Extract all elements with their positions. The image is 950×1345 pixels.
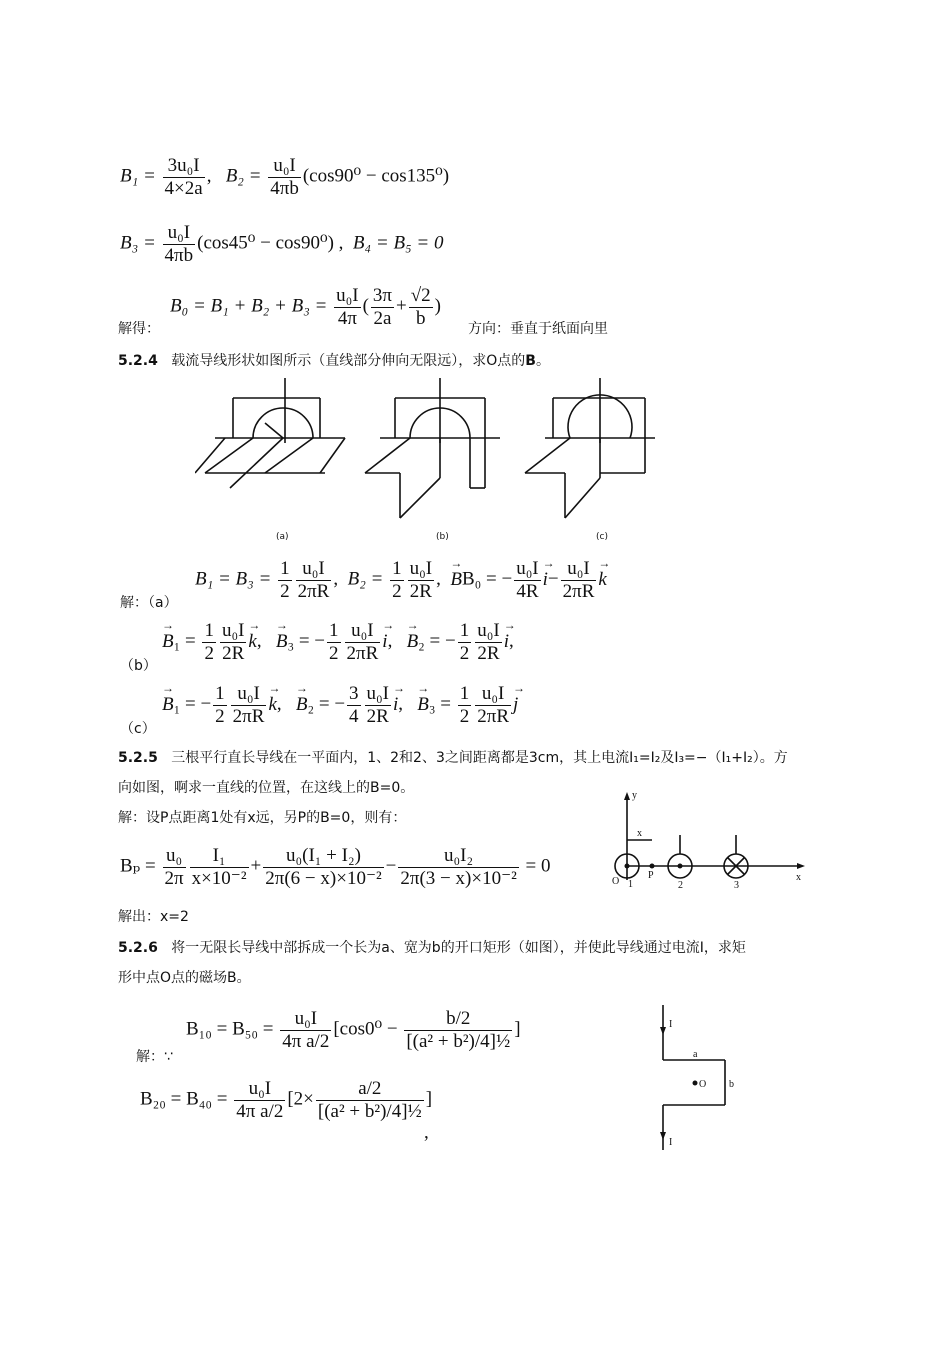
figure-a-drawing bbox=[195, 378, 345, 488]
solution-label: 解得： bbox=[118, 321, 160, 337]
solution-a-label: 解：（a） bbox=[120, 595, 178, 611]
svg-text:1: 1 bbox=[628, 879, 633, 890]
svg-text:O: O bbox=[699, 1079, 707, 1090]
equation-b10-b50: B₁₀ = B₅₀ = $\frac{\text{u₀I}}{\text{4π a/2}}$ [cos0⁰ − $\frac{b/2}{\text{[(a² + b²)/4]½}}$ ] bbox=[186, 1008, 521, 1052]
comma: , bbox=[424, 1122, 429, 1143]
svg-text:P: P bbox=[648, 870, 654, 881]
figure-b-drawing bbox=[365, 378, 500, 518]
equation-b20-b40: B₂₀ = B₄₀ = $\frac{\text{u₀I}}{\text{4π a/2}}$ [2× $\frac{a/2}{\text{[(a² + b²)/4]½}}$ ] bbox=[140, 1078, 433, 1122]
svg-text:2: 2 bbox=[678, 880, 683, 890]
answer-5-2-5: 解出：x=2 bbox=[118, 909, 189, 925]
problem-5-2-4: 5.2.4 载流导线形状如图所示（直线部分伸向无限远），求O点的B。 bbox=[118, 353, 550, 369]
equation-c: → B₁ = − $\frac{1}{2}$ $\frac{\text{u₀I}}{2\pi R}$ → k, → B₂ = − $\frac{3}{4}$ $\frac{\text{u₀I}}{2R}$ → i, → B₃ = $\frac{1}{2}$ $\frac{\text{u₀I}}{2\pi R}$ → j bbox=[162, 683, 518, 728]
caption-c: (c) bbox=[596, 532, 608, 542]
svg-text:a: a bbox=[693, 1049, 698, 1060]
figure-5-2-6 bbox=[645, 1005, 745, 1155]
direction-note: 方向：垂直于纸面向里 bbox=[468, 321, 608, 337]
svg-text:I: I bbox=[669, 1019, 673, 1030]
caption-a: (a) bbox=[276, 532, 289, 542]
solution-5-2-6-label: 解：∵ bbox=[136, 1049, 173, 1065]
problem-5-2-5: 5.2.5 三根平行直长导线在一平面内，1、2和2、3之间距离都是3cm，其上电流I₁=I₂及I₃=−（I₁+I₂）。方 向如图，啊求一直线的位置，在这线上的B=0。 解：设P点距离1处有x远，另P的B=0，则有： bbox=[118, 750, 788, 826]
equation-b: → B₁ = $\frac{1}{2}$ $\frac{\text{u₀I}}{2R}$ → k, → B₃ = − $\frac{1}{2}$ $\frac{\text{u₀I}}{2\pi R}$ → i, → B₂ = − $\frac{1}{2}$ $\frac{\text{u₀I}}{2R}$ → i, bbox=[162, 620, 514, 665]
svg-text:x: x bbox=[637, 828, 642, 839]
equation-a: B₁ = B₃ = $\frac{1}{2}$ $\frac{\text{u₀I}}{2\pi R}$ , B₂ = $\frac{1}{2}$ $\frac{\text{u₀I}}{2R}$ , → BB₀ = − $\frac{\text{u₀I}}{4R}$ → i− $\frac{\text{u₀I}}{2\pi R}$ → k bbox=[195, 558, 607, 603]
equation-b0: B₀ = B₁ + B₂ + B₃ = $\frac{\text{u₀I}}{4\pi}$ ( $\frac{3\pi}{2a}$ + $\frac{√2}{b}$ ) bbox=[170, 285, 441, 329]
solution-b-label: （b） bbox=[120, 658, 157, 674]
svg-text:y: y bbox=[632, 790, 637, 801]
caption-b: (b) bbox=[436, 532, 449, 542]
svg-text:x: x bbox=[796, 872, 801, 883]
svg-text:I: I bbox=[669, 1137, 673, 1148]
equation-b1-b2: B₁ = $\frac{\text{3u₀I}}{4\times 2a}$ , B₂ = $\frac{\text{u₀I}}{4\pi b}$ (cos90⁰ − cos135⁰) bbox=[120, 155, 450, 199]
figure-5-2-5 bbox=[600, 790, 810, 890]
svg-text:b: b bbox=[729, 1079, 734, 1090]
equation-b3-b45: B₃ = $\frac{\text{u₀I}}{4\pi b}$ (cos45⁰ − cos90⁰) , B₄ = B₅ = 0 bbox=[120, 222, 444, 266]
svg-text:3: 3 bbox=[734, 880, 739, 890]
problem-5-2-6: 5.2.6 将一无限长导线中部拆成一个长为a、宽为b的开口矩形（如图），并使此导线通过电流I，求矩 形中点O点的磁场B。 bbox=[118, 940, 746, 986]
svg-text:O: O bbox=[612, 876, 620, 887]
figure-c-drawing bbox=[525, 378, 655, 518]
solution-c-label: （c） bbox=[120, 721, 156, 737]
figure-5-2-4 bbox=[195, 378, 655, 548]
equation-bp: Bₚ = $\frac{\text{u₀}}{2\pi}$ $\frac{\text{I₁}}{\text{x×10⁻²}}$ + $\frac{\text{u₀(I₁ + I₂)}}{\text{2π(6 − x)×10⁻²}}$ − $\frac{\text{u₀I₂}}{\text{2π(3 − x)×10⁻²}}$ = 0 bbox=[120, 845, 551, 889]
